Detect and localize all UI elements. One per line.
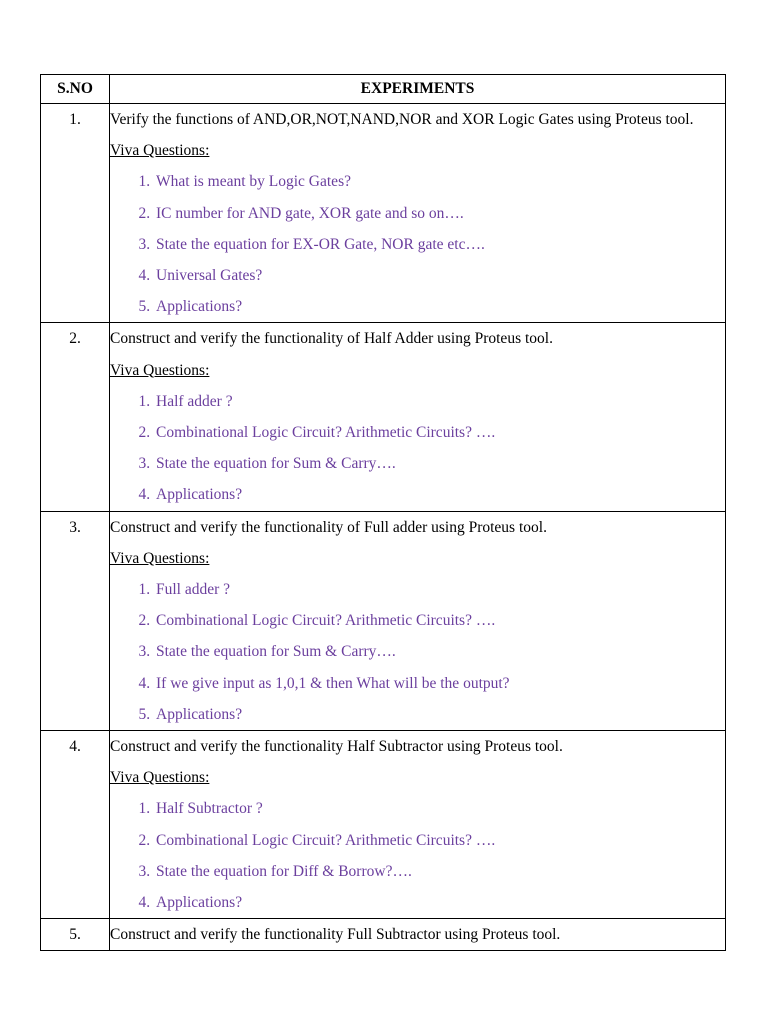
viva-question: 1. Half Subtractor ? bbox=[154, 793, 725, 824]
viva-question: 4. Applications? bbox=[154, 887, 725, 918]
experiment-row-1 bbox=[41, 104, 726, 323]
viva-question: 5. Applications? bbox=[154, 291, 725, 322]
serial-number: 5. bbox=[41, 919, 110, 951]
viva-question: 1. What is meant by Logic Gates? bbox=[154, 166, 725, 197]
viva-question: 2. Combinational Logic Circuit? Arithmetic Circuits? …. bbox=[154, 605, 725, 636]
serial-number: 2. bbox=[41, 323, 110, 511]
viva-question: 4. Applications? bbox=[154, 479, 725, 510]
viva-question: 3. State the equation for Diff & Borrow?…. bbox=[154, 856, 725, 887]
viva-question-list bbox=[110, 574, 725, 730]
experiment-row-2 bbox=[41, 323, 726, 511]
viva-question: 4. Universal Gates? bbox=[154, 260, 725, 291]
viva-questions-label: Viva Questions: bbox=[110, 361, 210, 379]
serial-number: 1. bbox=[41, 104, 110, 323]
viva-question: 5. Applications? bbox=[154, 699, 725, 730]
experiments-header: EXPERIMENTS bbox=[110, 75, 726, 104]
experiment-title: Verify the functions of AND,OR,NOT,NAND,NOR and XOR Logic Gates using Proteus tool. bbox=[110, 111, 694, 128]
experiment-title: Construct and verify the functionality of Full adder using Proteus tool. bbox=[110, 518, 547, 536]
experiment-title: Construct and verify the functionality Half Subtractor using Proteus tool. bbox=[110, 738, 563, 756]
experiment-cell bbox=[110, 731, 726, 919]
viva-question: 3. State the equation for Sum & Carry…. bbox=[154, 636, 725, 667]
viva-question: 1. Half adder ? bbox=[154, 386, 725, 417]
experiment-cell bbox=[110, 511, 726, 730]
viva-question: 2. Combinational Logic Circuit? Arithmetic Circuits? …. bbox=[154, 825, 725, 856]
serial-number: 4. bbox=[41, 731, 110, 919]
viva-question-list bbox=[110, 793, 725, 918]
viva-question: 1. Full adder ? bbox=[154, 574, 725, 605]
viva-question: 2. IC number for AND gate, XOR gate and so on…. bbox=[154, 198, 725, 229]
experiment-cell bbox=[110, 919, 726, 951]
sno-header: S.NO bbox=[41, 75, 110, 104]
header-row bbox=[41, 75, 726, 104]
experiment-cell bbox=[110, 323, 726, 511]
viva-question: 3. State the equation for Sum & Carry…. bbox=[154, 448, 725, 479]
experiment-row-5 bbox=[41, 919, 726, 951]
viva-question: 4. If we give input as 1,0,1 & then What will be the output? bbox=[154, 668, 725, 699]
viva-question: 3. State the equation for EX-OR Gate, NOR gate etc…. bbox=[154, 229, 725, 260]
viva-question-list bbox=[110, 386, 725, 511]
viva-questions-label: Viva Questions: bbox=[110, 769, 210, 787]
viva-questions-label: Viva Questions: bbox=[110, 142, 210, 160]
experiments-table bbox=[40, 74, 726, 951]
experiment-row-3 bbox=[41, 511, 726, 730]
viva-question-list bbox=[110, 166, 725, 322]
viva-questions-label: Viva Questions: bbox=[110, 549, 210, 567]
serial-number: 3. bbox=[41, 511, 110, 730]
experiment-cell bbox=[110, 104, 726, 323]
experiment-title: Construct and verify the functionality Full Subtractor using Proteus tool. bbox=[110, 926, 561, 944]
experiment-title: Construct and verify the functionality of Half Adder using Proteus tool. bbox=[110, 330, 553, 348]
viva-question: 2. Combinational Logic Circuit? Arithmetic Circuits? …. bbox=[154, 417, 725, 448]
experiment-row-4 bbox=[41, 731, 726, 919]
